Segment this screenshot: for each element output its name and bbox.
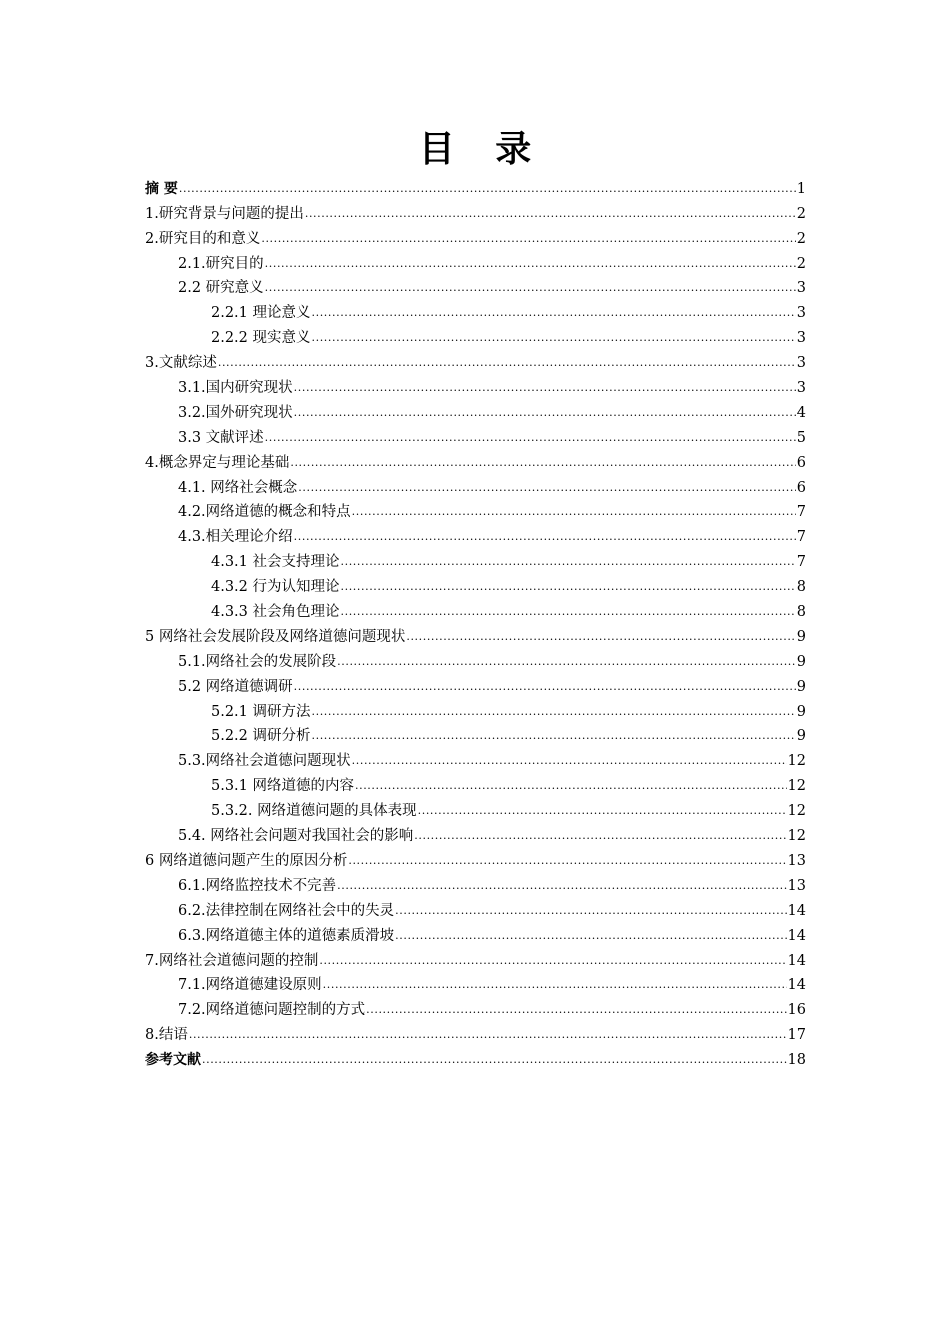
toc-entry[interactable]	[145, 249, 806, 274]
toc-entry-page-number: 18	[787, 1052, 806, 1069]
toc-dot-leader	[319, 954, 786, 968]
toc-dot-leader	[261, 232, 795, 246]
toc-entry-label: 2.2.1 理论意义	[211, 305, 311, 322]
toc-entry[interactable]	[145, 896, 806, 921]
toc-entry[interactable]	[145, 722, 806, 747]
toc-entry[interactable]	[145, 672, 806, 697]
toc-entry[interactable]	[145, 572, 806, 597]
toc-entry-label: 7.1.网络道德建设原则	[178, 977, 322, 994]
toc-entry[interactable]	[145, 697, 806, 722]
toc-entry[interactable]	[145, 423, 806, 448]
toc-entry-page-number: 3	[796, 280, 806, 297]
toc-dot-leader	[305, 207, 796, 221]
toc-dot-leader	[406, 630, 795, 644]
toc-entry-label: 5.1.网络社会的发展阶段	[178, 653, 337, 670]
toc-entry-page-number: 3	[796, 355, 806, 372]
toc-dot-leader	[290, 456, 795, 470]
toc-entry[interactable]	[145, 373, 806, 398]
toc-entry-label: 2.2 研究意义	[178, 280, 264, 297]
toc-dot-leader	[323, 978, 787, 992]
toc-dot-leader	[348, 854, 786, 868]
toc-entry-page-number: 16	[787, 1002, 806, 1019]
toc-entry-page-number: 1	[796, 180, 806, 197]
toc-entry[interactable]	[145, 746, 806, 771]
toc-entry-label: 5.3.2. 网络道德问题的具体表现	[211, 803, 417, 820]
toc-entry[interactable]	[145, 298, 806, 323]
toc-entry-page-number: 9	[796, 678, 806, 695]
toc-entry-page-number: 3	[796, 330, 806, 347]
toc-dot-leader	[294, 530, 796, 544]
toc-dot-leader	[312, 705, 796, 719]
toc-entry-page-number: 17	[787, 1027, 806, 1044]
toc-entry-page-number: 8	[796, 604, 806, 621]
toc-entry-label: 摘 要	[145, 180, 178, 197]
toc-entry-page-number: 14	[787, 952, 806, 969]
toc-entry-page-number: 6	[796, 454, 806, 471]
toc-entry[interactable]	[145, 547, 806, 572]
toc-dot-leader	[298, 481, 795, 495]
table-of-contents	[145, 174, 806, 1070]
toc-entry-page-number: 6	[796, 479, 806, 496]
toc-entry-label: 5.2.1 调研方法	[211, 703, 311, 720]
toc-dot-leader	[337, 879, 786, 893]
toc-dot-leader	[341, 580, 796, 594]
toc-entry-label: 5.3.1 网络道德的内容	[211, 778, 355, 795]
toc-entry-label: 2.2.2 现实意义	[211, 330, 311, 347]
toc-entry-label: 5.4. 网络社会问题对我国社会的影响	[178, 828, 414, 845]
toc-dot-leader	[202, 1053, 787, 1067]
toc-entry-label: 7.网络社会道德问题的控制	[145, 952, 319, 969]
toc-entry[interactable]	[145, 921, 806, 946]
toc-entry[interactable]	[145, 174, 806, 199]
toc-entry[interactable]	[145, 871, 806, 896]
toc-entry-label: 4.2.网络道德的概念和特点	[178, 504, 351, 521]
toc-entry[interactable]	[145, 398, 806, 423]
toc-dot-leader	[395, 929, 786, 943]
toc-entry-label: 6.2.法律控制在网络社会中的失灵	[178, 902, 395, 919]
toc-dot-leader	[352, 505, 796, 519]
toc-entry[interactable]	[145, 1045, 806, 1070]
toc-entry-page-number: 3	[796, 305, 806, 322]
toc-entry[interactable]	[145, 448, 806, 473]
toc-dot-leader	[418, 804, 787, 818]
toc-entry-label: 5.2.2 调研分析	[211, 728, 311, 745]
toc-dot-leader	[265, 257, 796, 271]
toc-dot-leader	[294, 381, 796, 395]
toc-entry-label: 8.结语	[145, 1027, 188, 1044]
toc-entry-label: 参考文献	[145, 1052, 201, 1069]
toc-entry[interactable]	[145, 199, 806, 224]
toc-dot-leader	[312, 729, 796, 743]
toc-dot-leader	[337, 655, 796, 669]
toc-entry-page-number: 2	[796, 230, 806, 247]
toc-entry-label: 4.1. 网络社会概念	[178, 479, 298, 496]
toc-entry-label: 4.3.1 社会支持理论	[211, 554, 340, 571]
toc-dot-leader	[312, 331, 796, 345]
toc-entry-page-number: 5	[796, 429, 806, 446]
toc-entry-page-number: 7	[796, 504, 806, 521]
toc-entry[interactable]	[145, 995, 806, 1020]
toc-entry-label: 6.3.网络道德主体的道德素质滑坡	[178, 927, 395, 944]
toc-title: 目 录	[418, 129, 546, 170]
toc-entry[interactable]	[145, 946, 806, 971]
toc-entry-page-number: 12	[787, 753, 806, 770]
toc-entry-label: 1.研究背景与问题的提出	[145, 205, 304, 222]
toc-dot-leader	[341, 555, 796, 569]
toc-entry-page-number: 3	[796, 380, 806, 397]
toc-entry-page-number: 13	[787, 852, 806, 869]
toc-entry-page-number: 8	[796, 579, 806, 596]
toc-entry-label: 3.3 文献评述	[178, 429, 264, 446]
toc-entry[interactable]	[145, 473, 806, 498]
toc-dot-leader	[312, 306, 796, 320]
toc-entry-label: 7.2.网络道德问题控制的方式	[178, 1002, 366, 1019]
toc-entry-label: 3.2.国外研究现状	[178, 404, 293, 421]
toc-entry-label: 6 网络道德问题产生的原因分析	[145, 852, 348, 869]
toc-entry-label: 2.研究目的和意义	[145, 230, 261, 247]
toc-entry[interactable]	[145, 348, 806, 373]
toc-entry[interactable]	[145, 821, 806, 846]
toc-entry-page-number: 4	[796, 404, 806, 421]
toc-entry-label: 2.1.研究目的	[178, 255, 264, 272]
toc-entry[interactable]	[145, 597, 806, 622]
toc-dot-leader	[414, 829, 786, 843]
toc-entry[interactable]	[145, 846, 806, 871]
toc-entry-label: 5 网络社会发展阶段及网络道德问题现状	[145, 628, 406, 645]
toc-entry[interactable]	[145, 971, 806, 996]
toc-entry-page-number: 13	[787, 877, 806, 894]
toc-entry-label: 4.3.相关理论介绍	[178, 529, 293, 546]
toc-entry-page-number: 2	[796, 255, 806, 272]
toc-entry-page-number: 7	[796, 554, 806, 571]
toc-dot-leader	[265, 281, 796, 295]
toc-entry-page-number: 2	[796, 205, 806, 222]
toc-entry-page-number: 9	[796, 653, 806, 670]
toc-dot-leader	[265, 431, 796, 445]
toc-dot-leader	[189, 1028, 787, 1042]
toc-entry[interactable]	[145, 622, 806, 647]
toc-dot-leader	[395, 904, 786, 918]
toc-entry[interactable]	[145, 522, 806, 547]
toc-dot-leader	[179, 182, 796, 196]
toc-dot-leader	[355, 779, 787, 793]
toc-entry-label: 4.概念界定与理论基础	[145, 454, 290, 471]
toc-entry[interactable]	[145, 647, 806, 672]
toc-dot-leader	[341, 605, 796, 619]
toc-entry-label: 4.3.2 行为认知理论	[211, 579, 340, 596]
toc-dot-leader	[366, 1003, 786, 1017]
toc-entry[interactable]	[145, 274, 806, 299]
toc-entry-page-number: 12	[787, 778, 806, 795]
toc-entry[interactable]	[145, 498, 806, 523]
toc-entry[interactable]	[145, 771, 806, 796]
toc-entry[interactable]	[145, 323, 806, 348]
toc-entry-page-number: 14	[787, 902, 806, 919]
toc-entry-page-number: 14	[787, 977, 806, 994]
toc-entry-page-number: 9	[796, 728, 806, 745]
toc-dot-leader	[294, 406, 796, 420]
toc-dot-leader	[352, 754, 787, 768]
toc-dot-leader	[218, 356, 796, 370]
toc-entry[interactable]	[145, 224, 806, 249]
toc-entry-page-number: 14	[787, 927, 806, 944]
toc-entry[interactable]	[145, 1020, 806, 1045]
toc-entry-page-number: 9	[796, 703, 806, 720]
toc-entry-label: 5.3.网络社会道德问题现状	[178, 753, 351, 770]
toc-entry-label: 3.1.国内研究现状	[178, 380, 293, 397]
toc-entry-page-number: 12	[787, 828, 806, 845]
toc-dot-leader	[294, 680, 796, 694]
toc-entry-label: 6.1.网络监控技术不完善	[178, 877, 337, 894]
toc-entry[interactable]	[145, 796, 806, 821]
toc-entry-page-number: 12	[787, 803, 806, 820]
toc-entry-page-number: 9	[796, 628, 806, 645]
toc-entry-label: 4.3.3 社会角色理论	[211, 604, 340, 621]
toc-entry-label: 3.文献综述	[145, 355, 217, 372]
toc-entry-page-number: 7	[796, 529, 806, 546]
toc-entry-label: 5.2 网络道德调研	[178, 678, 293, 695]
